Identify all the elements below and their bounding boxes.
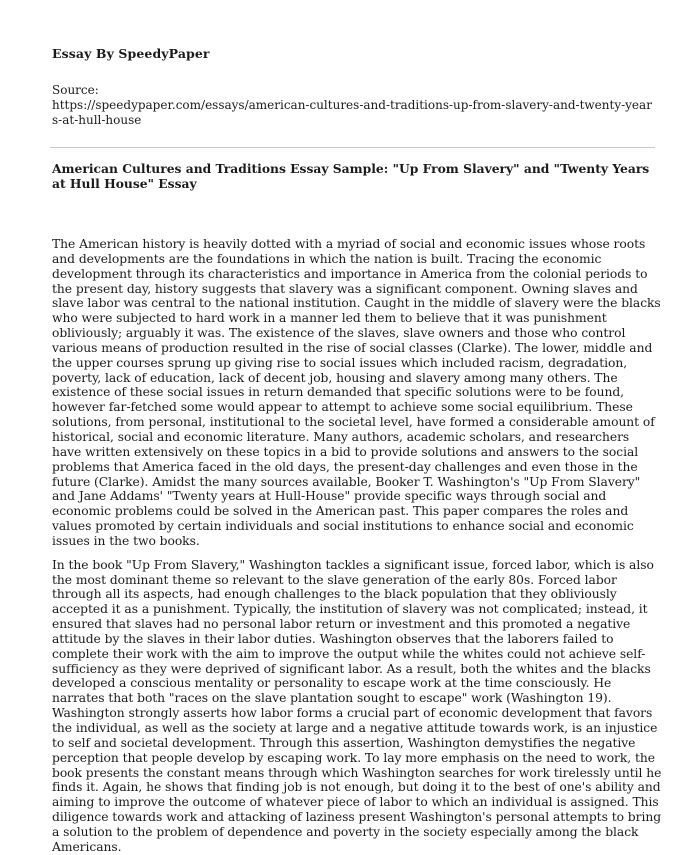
source-url[interactable]: https://speedypaper.com/essays/american-cultures-and-traditions-up-from-slavery-and-twenty-years-at-hull-house (52, 98, 652, 127)
essay-paragraph-2: In the book "Up From Slavery," Washington tackles a significant issue, forced labor, which is also the most dominant theme so relevant to the slave generation of the early 80s. Forced labor through all its aspects, had enough challenges to the black population that they obliviously accepted it as a punishment. Typically, the institution of slavery was not complicated; instead, it ensured that slaves had no personal labor return or investment and this promoted a negative attitude by the slaves in their labor duties. Washington observes that the laborers failed to complete their work with the aim to improve the output while the whites could not achieve self-sufficiency as they were deprived of significant labor. As a result, both the whites and the blacks developed a conscious mentality or personality to escape work at the time consciously. He narrates that both "races on the slave plantation sought to escape" work (Washington 19). Washington strongly asserts how labor forms a crucial part of economic development that favors the individual, as well as the society at large and a negative attitude towards work, is an injustice to self and societal development. Through this assertion, Washington demystifies the negative perception that people develop by escaping work. To lay more emphasis on the need to work, the book presents the constant means through which Washington searches for work tirelessly until he finds it. Again, he shows that finding job is not enough, but doing it to the best of one's ability and aiming to improve the outcome of whatever piece of labor to which an individual is assigned. This diligence towards work and attacking of laziness present Washington's personal attempts to bring a solution to the problem of dependence and poverty in the society especially among the black Americans. (52, 557, 662, 854)
essay-title: American Cultures and Traditions Essay Sample: "Up From Slavery" and "Twenty Years at Hull House" Essay (52, 161, 650, 191)
document-header-title: Essay By SpeedyPaper (52, 46, 210, 61)
source-label: Source: (52, 83, 99, 97)
divider (50, 147, 655, 148)
essay-paragraph-1: The American history is heavily dotted with a myriad of social and economic issues whose roots and developments are the foundations in which the nation is built. Tracing the economic development through its characteristics and importance in America from the colonial periods to the present day, history suggests that slavery was a significant component. Owning slaves and slave labor was central to the national institution. Caught in the middle of slavery were the blacks who were subjected to hard work in a manner led them to believe that it was punishment obliviously; arguably it was. The existence of the slaves, slave owners and those who control various means of production resulted in the rise of social classes (Clarke). The lower, middle and the upper courses sprung up giving rise to social issues which included racism, degradation, poverty, lack of education, lack of decent job, housing and slavery among many others. The existence of these social issues in return demanded that specific solutions were to be found, however far-fetched some would appear to attempt to achieve some social equilibrium. These solutions, from personal, institutional to the societal level, have formed a considerable amount of historical, social and economic literature. Many authors, academic scholars, and researchers have written extensively on these topics in a bid to provide solutions and answers to the social problems that America faced in the old days, the present-day challenges and even those in the future (Clarke). Amidst the many sources available, Booker T. Washington's "Up From Slavery" and Jane Addams' "Twenty years at Hull-House" provide specific ways through social and economic problems could be solved in the American past. This paper compares the roles and values promoted by certain individuals and social institutions to enhance social and economic issues in the two books. (52, 237, 661, 548)
